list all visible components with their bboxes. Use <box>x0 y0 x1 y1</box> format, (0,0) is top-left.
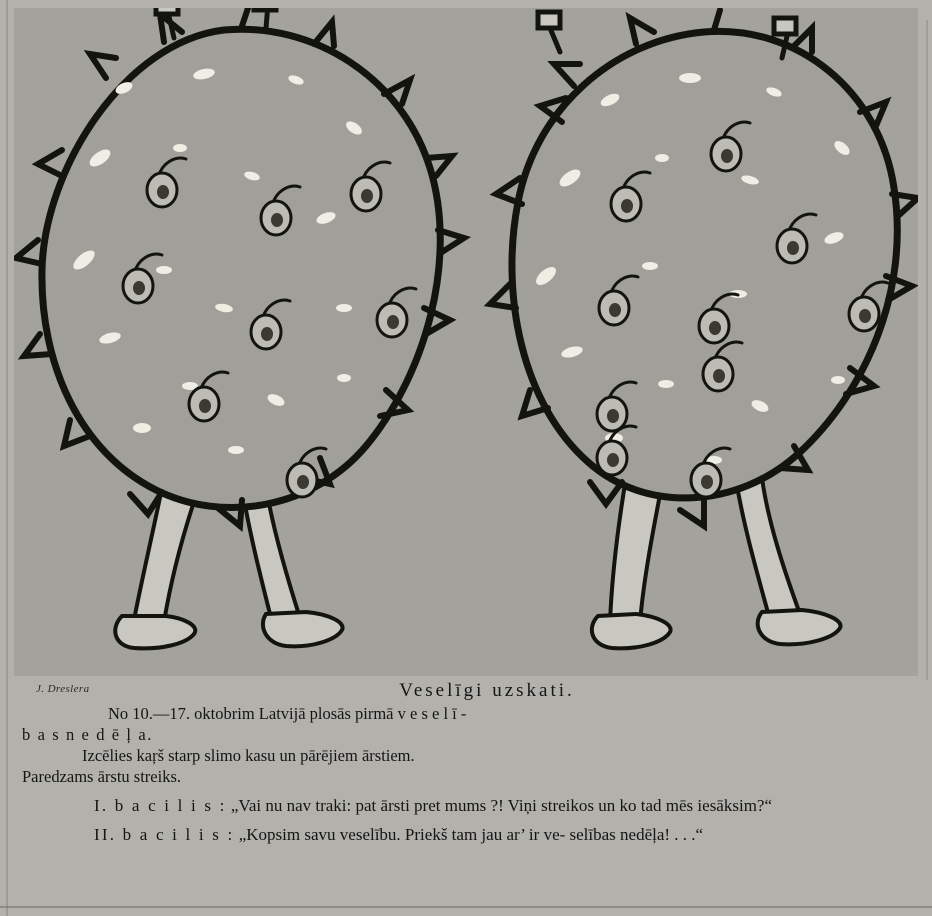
speaker-label-1: I. b a c i l i s : <box>94 795 227 815</box>
bacteria-drawing <box>14 8 918 676</box>
dialogue-line-2 <box>22 824 912 846</box>
caption-intro-line-3: Izcēlies kaŗš starp slimo kasu un pārējiem ārstiem. <box>82 745 415 765</box>
page-bottom-rule <box>0 906 932 908</box>
dialogue-line-1 <box>22 795 912 817</box>
caption-title: Veselīgi uzskati. <box>399 680 575 701</box>
caption-block <box>22 680 912 846</box>
artist-credit: J. Dreslera <box>36 683 90 695</box>
speech-text-2: „Kopsim savu veselību. Priekš tam jau ar’ ir ve- selības nedēļa! . . .“ <box>238 824 704 844</box>
speech-text-1: „Vai nu nav traki: pat ārsti pret mums ?! Viņi streikos un ko tad mēs iesāksim?“ <box>230 795 773 815</box>
caption-intro-line-2: b a s n e d ē ļ a. <box>22 724 153 744</box>
page-left-rule <box>6 0 8 916</box>
caption-intro-line-4: Paredzams ārstu streiks. <box>22 766 181 786</box>
caption-intro-line-1: No 10.—17. oktobrim Latvijā plosās pirmā v e s e l ī - <box>108 704 467 723</box>
speaker-label-2: II. b a c i l i s : <box>94 824 235 844</box>
page-right-rule <box>926 20 928 680</box>
cartoon-illustration <box>14 8 918 676</box>
